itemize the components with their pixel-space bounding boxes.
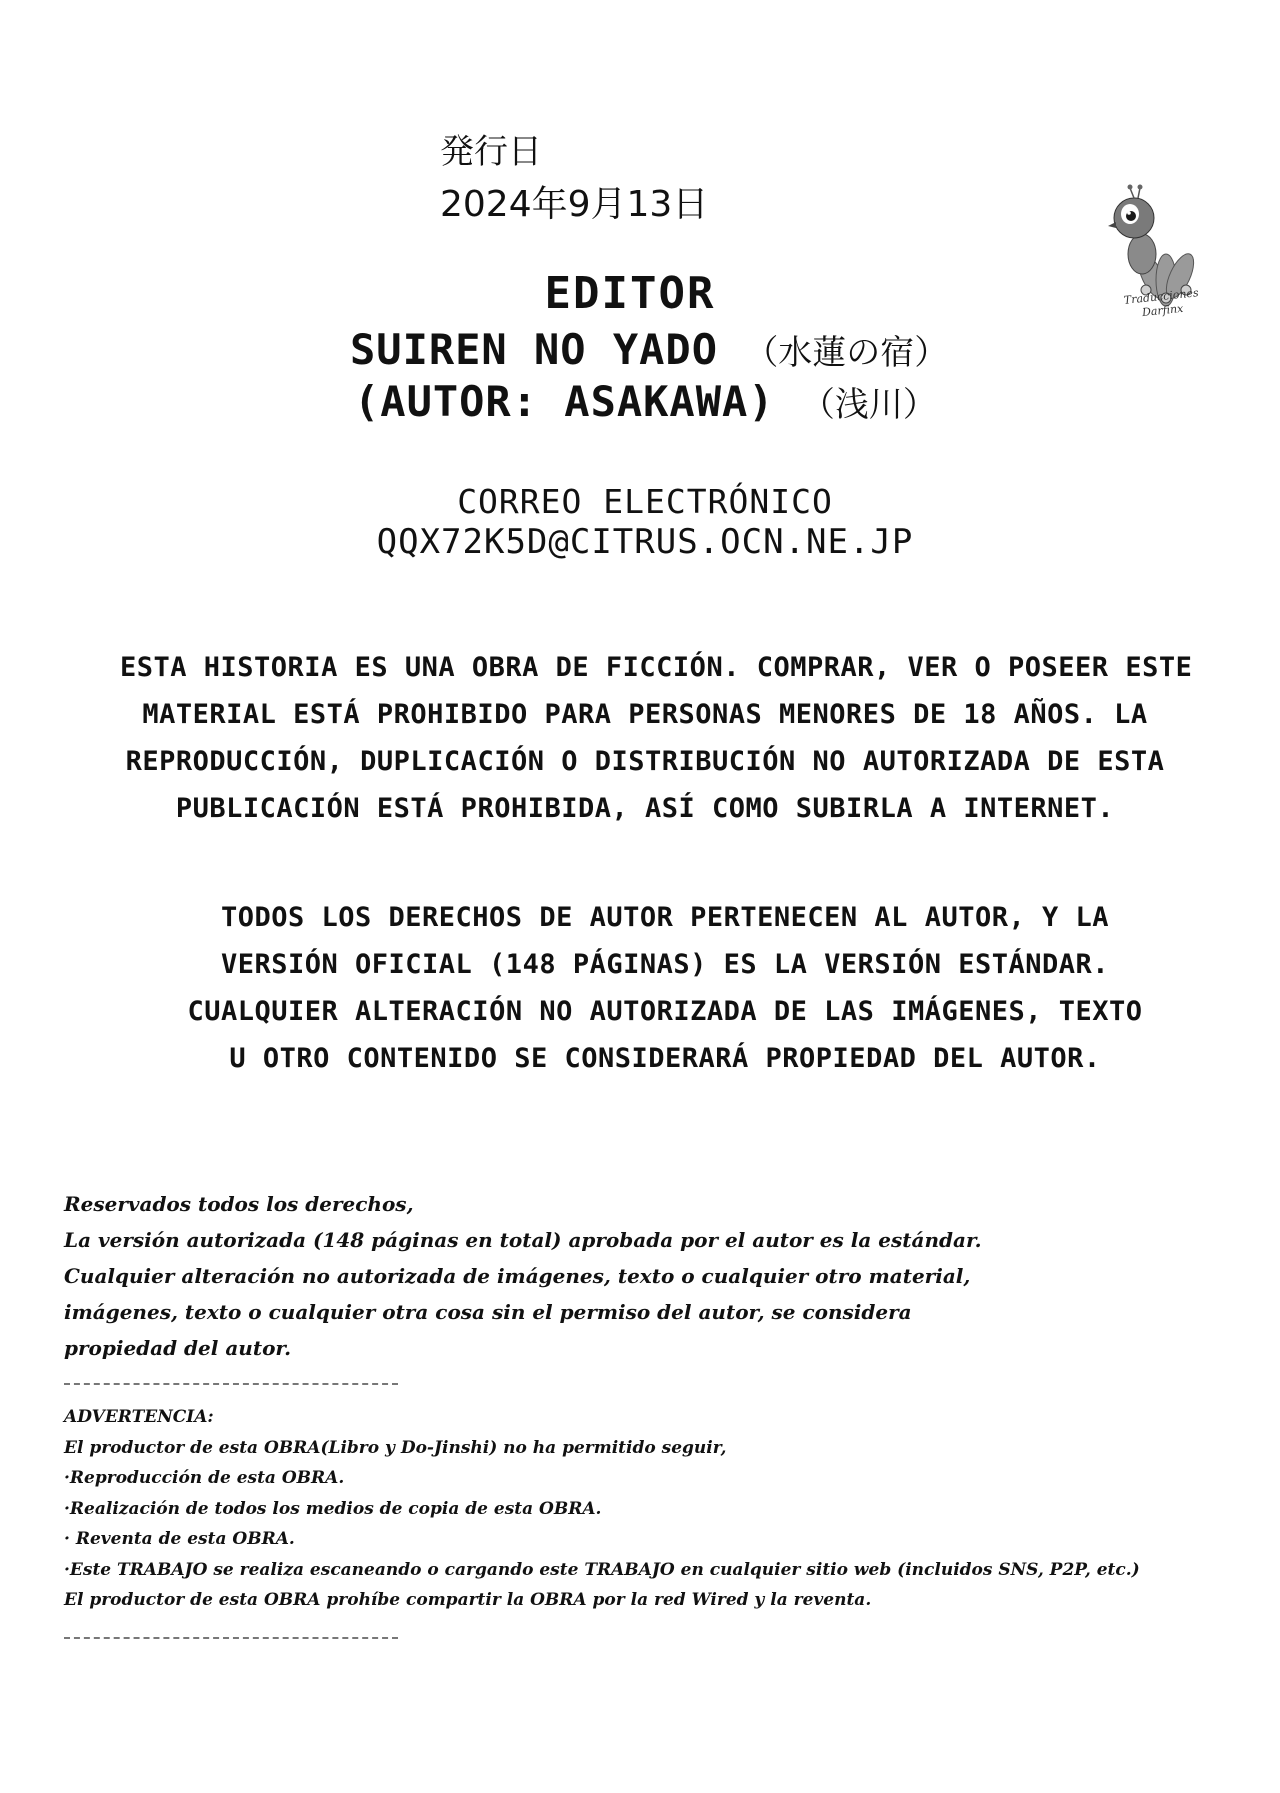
warning-heading: ADVERTENCIA: xyxy=(64,1407,214,1427)
author-name-jp: （浅川） xyxy=(800,385,937,425)
circle-name: SUIREN NO YADO xyxy=(350,325,719,374)
warning-line: ·Reproducción de esta OBRA. xyxy=(64,1468,345,1488)
warning-line: · Reventa de esta OBRA. xyxy=(64,1529,295,1549)
email-label: CORREO ELECTRÓNICO xyxy=(457,482,833,521)
warning-line: El productor de esta OBRA(Libro y Do-Jinshi) no ha permitido seguir, xyxy=(64,1437,727,1458)
rights-statement xyxy=(64,1186,1244,1366)
watermark-text-line2: Darfinx xyxy=(1141,301,1184,320)
fiction-notice xyxy=(120,644,1193,832)
author-name: (AUTOR: ASAKAWA) xyxy=(354,377,775,426)
rights-line: Cualquier alteración no autorizada de imágenes, texto o cualquier otro material, xyxy=(64,1264,971,1288)
watermark-text-line1: Traducciones xyxy=(1123,286,1200,307)
email-address: QQX72K5D@CITRUS.OCN.NE.JP xyxy=(376,522,914,562)
notice-line: ESTA HISTORIA ES UNA OBRA DE FICCIÓN. COMPRAR, VER O POSEER ESTE xyxy=(120,652,1193,683)
author-line xyxy=(354,376,937,431)
rights-line: imágenes, texto o cualquier otra cosa sin el permiso del autor, se considera xyxy=(64,1300,912,1324)
separator-line xyxy=(64,1383,398,1385)
notice-line: TODOS LOS DERECHOS DE AUTOR PERTENECEN AL AUTOR, Y LA xyxy=(220,902,1110,933)
notice-line: REPRODUCCIÓN, DUPLICACIÓN O DISTRIBUCIÓN NO AUTORIZADA DE ESTA xyxy=(125,746,1165,777)
copyright-notice xyxy=(160,894,1170,1082)
rights-line: La versión autorizada (148 páginas en total) aprobada por el autor es la estándar. xyxy=(64,1228,982,1252)
warning-line: ·Este TRABAJO se realiza escaneando o cargando este TRABAJO en cualquier sitio web (incluidos SNS, P2P, etc.) xyxy=(64,1559,1140,1580)
notice-line: PUBLICACIÓN ESTÁ PROHIBIDA, ASÍ COMO SUBIRLA A INTERNET. xyxy=(175,793,1115,824)
editor-heading: EDITOR xyxy=(544,268,716,319)
publication-date-label: 発行日 xyxy=(440,132,542,172)
publication-date-value: 2024年9月13日 xyxy=(440,184,709,225)
circle-name-jp: （水蓮の宿） xyxy=(744,333,949,373)
rights-line: Reservados todos los derechos, xyxy=(64,1192,414,1216)
warning-statement xyxy=(64,1402,1244,1616)
rights-line: propiedad del autor. xyxy=(64,1336,292,1360)
notice-line: VERSIÓN OFICIAL (148 PÁGINAS) ES LA VERSIÓN ESTÁNDAR. xyxy=(220,949,1110,980)
notice-line: U OTRO CONTENIDO SE CONSIDERARÁ PROPIEDAD DEL AUTOR. xyxy=(229,1043,1101,1074)
separator-line xyxy=(64,1637,398,1639)
warning-line: El productor de esta OBRA prohíbe compartir la OBRA por la red Wired y la reventa. xyxy=(64,1590,872,1610)
circle-name-line xyxy=(350,324,948,379)
warning-line: ·Realización de todos los medios de copia de esta OBRA. xyxy=(64,1498,602,1519)
notice-line: MATERIAL ESTÁ PROHIBIDO PARA PERSONAS MENORES DE 18 AÑOS. LA xyxy=(142,699,1148,730)
notice-line: CUALQUIER ALTERACIÓN NO AUTORIZADA DE LAS IMÁGENES, TEXTO xyxy=(187,996,1143,1027)
